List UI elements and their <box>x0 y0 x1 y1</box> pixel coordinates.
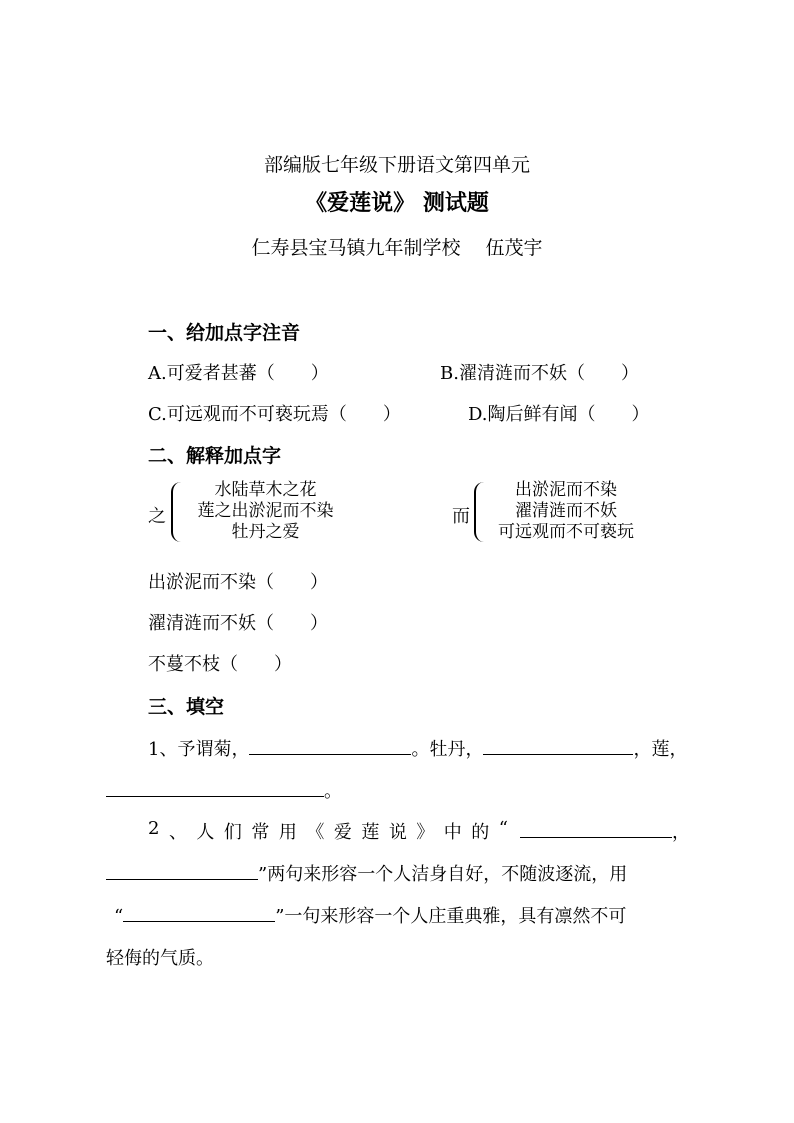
doc-author: 仁寿县宝马镇九年制学校 伍茂宇 <box>251 237 543 259</box>
zhi-examples <box>178 480 353 543</box>
q1-end: 。 <box>324 781 342 802</box>
er-example-1: 出淤泥而不染 <box>515 480 617 500</box>
q2-open-quote: “ <box>114 906 124 927</box>
q1-blank-1[interactable] <box>249 736 411 755</box>
fill-question-2-line4: 轻侮的气质。 <box>106 948 214 969</box>
fill-question-1 <box>148 735 687 761</box>
q2-blank-3[interactable] <box>123 903 275 922</box>
question-item-a: A.可爱者甚蕃（ ） <box>148 363 329 384</box>
question-item-b: B.濯清涟而不妖（ ） <box>440 363 639 384</box>
zhi-char: 之 <box>148 506 166 527</box>
q1-blank-2[interactable] <box>483 736 633 755</box>
section2-title: 二、解释加点字 <box>148 445 282 467</box>
fill-question-2-line2 <box>106 860 627 886</box>
section1-title: 一、给加点字注音 <box>148 322 301 344</box>
q1-part1: 1、予谓菊， <box>148 739 250 760</box>
section3-title: 三、填空 <box>148 696 225 718</box>
er-examples <box>481 480 651 543</box>
zhi-example-3: 牡丹之爱 <box>231 522 300 542</box>
er-char: 而 <box>452 506 470 527</box>
fill-question-1-cont <box>106 777 342 803</box>
explain-item-2: 濯清涟而不妖（ ） <box>148 613 328 634</box>
q1-part3: ，莲， <box>633 739 688 760</box>
zhi-example-1: 水陆草木之花 <box>214 480 317 500</box>
er-example-3: 可远观而不可亵玩 <box>498 522 634 542</box>
explain-item-1: 出淤泥而不染（ ） <box>148 572 328 593</box>
explain-item-3: 不蔓不枝（ ） <box>148 654 292 675</box>
q2-blank-2[interactable] <box>106 861 258 880</box>
zhi-example-2: 莲之出淤泥而不染 <box>197 501 334 521</box>
doc-title: 《爱莲说》 测试题 <box>305 190 489 216</box>
doc-subtitle: 部编版七年级下册语文第四单元 <box>263 154 530 176</box>
question-item-c: C.可远观而不可亵玩焉（ ） <box>148 404 401 425</box>
question-item-d: D.陶后鲜有闻（ ） <box>468 404 650 425</box>
er-example-2: 濯清涟而不妖 <box>515 501 617 521</box>
q2-line2-text: ”两句来形容一个人洁身自好，不随波逐流，用 <box>258 864 628 885</box>
q1-blank-3[interactable] <box>106 778 324 797</box>
fill-question-2-line1 <box>148 818 694 844</box>
q2-line3-text: ”一句来形容一个人庄重典雅，具有凛然不可 <box>275 906 627 927</box>
q2-line1-end: ， <box>672 822 690 843</box>
fill-question-2-line3 <box>114 902 626 928</box>
q2-line1-text: 2 、 人 们 常 用 《 爱 莲 说 》 中 的 “ <box>148 818 508 843</box>
q1-part2: 。牡丹， <box>411 739 484 760</box>
q2-blank-1[interactable] <box>520 819 672 838</box>
